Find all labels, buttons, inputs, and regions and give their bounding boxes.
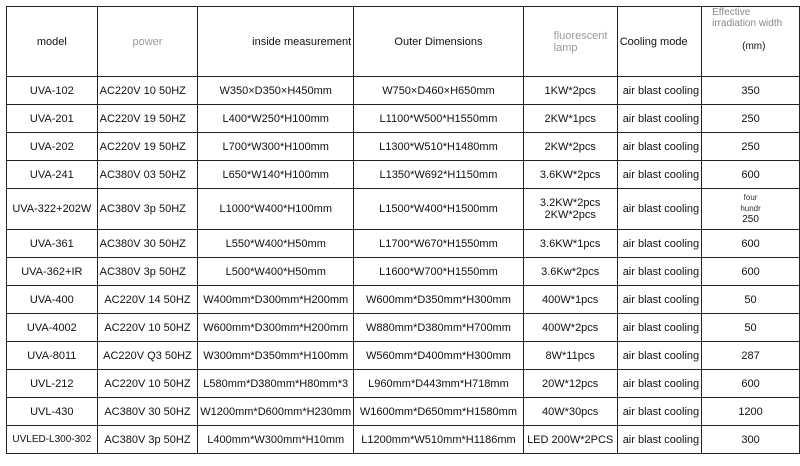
header-row bbox=[7, 7, 800, 77]
cell-power: AC220V 10 50HZ bbox=[97, 77, 198, 105]
header-effective-width bbox=[702, 7, 800, 77]
cell-inside: W350×D350×H450mm bbox=[198, 77, 354, 105]
cell-width-top: four bbox=[743, 193, 758, 202]
cell-outer: W600mm*D350mm*H300mm bbox=[354, 286, 523, 314]
header-cooling-mode: Cooling mode bbox=[617, 7, 701, 77]
cell-outer: L1700*W670*H1550mm bbox=[354, 230, 523, 258]
cell-outer: W880mm*D380mm*H700mm bbox=[354, 314, 523, 342]
header-inside-measurement: inside measurement bbox=[198, 7, 354, 77]
table-row bbox=[7, 105, 800, 133]
cell-power: AC220V 19 50HZ bbox=[97, 105, 198, 133]
cell-cooling: air blast cooling bbox=[617, 189, 701, 230]
cell-width: 250 bbox=[702, 133, 800, 161]
cell-model: UVL-212 bbox=[7, 370, 98, 398]
cell-inside: W300mm*D350mm*H100mm bbox=[198, 342, 354, 370]
cell-lamp: LED 200W*2PCS bbox=[523, 426, 617, 454]
header-outer-dimensions: Outer Dimensions bbox=[354, 7, 523, 77]
table-row bbox=[7, 161, 800, 189]
cell-model: UVA-241 bbox=[7, 161, 98, 189]
cell-lamp: 20W*12pcs bbox=[523, 370, 617, 398]
cell-cooling: air blast cooling bbox=[617, 230, 701, 258]
cell-model: UVA-8011 bbox=[7, 342, 98, 370]
cell-width bbox=[702, 189, 800, 230]
cell-power: AC220V Q3 50HZ bbox=[97, 342, 198, 370]
cell-lamp-line2: 2KW*2pcs bbox=[544, 209, 596, 221]
cell-outer: L1600*W700*H1550mm bbox=[354, 258, 523, 286]
cell-width: 50 bbox=[702, 286, 800, 314]
cell-power: AC220V 19 50HZ bbox=[97, 133, 198, 161]
cell-model: UVA-4002 bbox=[7, 314, 98, 342]
cell-outer: W750×D460×H650mm bbox=[354, 77, 523, 105]
cell-power: AC380V 3p 50HZ bbox=[97, 426, 198, 454]
cell-lamp: 3.6KW*1pcs bbox=[523, 230, 617, 258]
cell-cooling: air blast cooling bbox=[617, 77, 701, 105]
cell-outer: L1500*W400*H1500mm bbox=[354, 189, 523, 230]
cell-power: AC220V 14 50HZ bbox=[97, 286, 198, 314]
cell-outer: W560mm*D400mm*H300mm bbox=[354, 342, 523, 370]
cell-width: 350 bbox=[702, 77, 800, 105]
header-width-line2: irradiation width bbox=[712, 18, 783, 29]
cell-lamp: 400W*1pcs bbox=[523, 286, 617, 314]
cell-model: UVA-362+IR bbox=[7, 258, 98, 286]
cell-model: UVLED-L300-302 bbox=[7, 426, 98, 454]
cell-cooling: air blast cooling bbox=[617, 342, 701, 370]
cell-model: UVL-430 bbox=[7, 398, 98, 426]
cell-outer: L1300*W510*H1480mm bbox=[354, 133, 523, 161]
cell-outer: L1100*W500*H1550mm bbox=[354, 105, 523, 133]
cell-lamp-line1: 3.2KW*2pcs bbox=[539, 197, 601, 209]
cell-width: 250 bbox=[702, 105, 800, 133]
cell-outer: L960mm*D443mm*H718mm bbox=[354, 370, 523, 398]
cell-model: UVA-361 bbox=[7, 230, 98, 258]
cell-cooling: air blast cooling bbox=[617, 398, 701, 426]
cell-cooling: air blast cooling bbox=[617, 286, 701, 314]
product-spec-table bbox=[6, 6, 800, 454]
cell-inside: L550*W400*H50mm bbox=[198, 230, 354, 258]
cell-lamp: 400W*2pcs bbox=[523, 314, 617, 342]
cell-width: 1200 bbox=[702, 398, 800, 426]
cell-power: AC380V 30 50HZ bbox=[97, 398, 198, 426]
cell-model: UVA-202 bbox=[7, 133, 98, 161]
table-row bbox=[7, 426, 800, 454]
table-row bbox=[7, 286, 800, 314]
cell-cooling: air blast cooling bbox=[617, 161, 701, 189]
cell-inside: W400mm*D300mm*H200mm bbox=[198, 286, 354, 314]
cell-inside: W600mm*D300mm*H200mm bbox=[198, 314, 354, 342]
table-row bbox=[7, 230, 800, 258]
table-row bbox=[7, 133, 800, 161]
cell-inside: L1000*W400*H100mm bbox=[198, 189, 354, 230]
cell-model: UVA-322+202W bbox=[7, 189, 98, 230]
header-power: power bbox=[97, 7, 198, 77]
cell-inside: L650*W140*H100mm bbox=[198, 161, 354, 189]
cell-cooling: air blast cooling bbox=[617, 426, 701, 454]
cell-outer: L1350*W692*H1150mm bbox=[354, 161, 523, 189]
cell-width: 600 bbox=[702, 230, 800, 258]
cell-inside: L700*W300*H100mm bbox=[198, 133, 354, 161]
cell-lamp: 3.6Kw*2pcs bbox=[523, 258, 617, 286]
cell-lamp: 2KW*1pcs bbox=[523, 105, 617, 133]
cell-inside: L400*W250*H100mm bbox=[198, 105, 354, 133]
cell-cooling: air blast cooling bbox=[617, 258, 701, 286]
cell-width: 600 bbox=[702, 370, 800, 398]
table-row bbox=[7, 77, 800, 105]
cell-lamp: 8W*11pcs bbox=[523, 342, 617, 370]
table-row bbox=[7, 314, 800, 342]
cell-cooling: air blast cooling bbox=[617, 133, 701, 161]
cell-width: 600 bbox=[702, 258, 800, 286]
cell-model: UVA-201 bbox=[7, 105, 98, 133]
cell-power: AC220V 10 50HZ bbox=[97, 370, 198, 398]
cell-cooling: air blast cooling bbox=[617, 314, 701, 342]
header-fluorescent-lamp bbox=[523, 7, 617, 77]
cell-inside: L580mm*D380mm*H80mm*3 bbox=[198, 370, 354, 398]
cell-cooling: air blast cooling bbox=[617, 370, 701, 398]
cell-width-mid: hundr bbox=[740, 204, 761, 213]
cell-lamp: 1KW*2pcs bbox=[523, 77, 617, 105]
cell-power: AC380V 3p 50HZ bbox=[97, 258, 198, 286]
header-width-line1: Effective bbox=[712, 7, 751, 18]
cell-model: UVA-400 bbox=[7, 286, 98, 314]
cell-cooling: air blast cooling bbox=[617, 105, 701, 133]
cell-inside: L500*W400*H50mm bbox=[198, 258, 354, 286]
cell-lamp: 2KW*2pcs bbox=[523, 133, 617, 161]
table-row bbox=[7, 370, 800, 398]
cell-lamp bbox=[523, 189, 617, 230]
cell-inside: W1200mm*D600mm*H230mm bbox=[198, 398, 354, 426]
cell-outer: L1200mm*W510mm*H1186mm bbox=[354, 426, 523, 454]
cell-inside: L400mm*W300mm*H10mm bbox=[198, 426, 354, 454]
table-row bbox=[7, 258, 800, 286]
cell-width-bottom: 250 bbox=[742, 214, 759, 225]
cell-width: 287 bbox=[702, 342, 800, 370]
cell-outer: W1600mm*D650mm*H1580mm bbox=[354, 398, 523, 426]
cell-width: 300 bbox=[702, 426, 800, 454]
cell-lamp: 40W*30pcs bbox=[523, 398, 617, 426]
cell-power: AC380V 3p 50HZ bbox=[97, 189, 198, 230]
header-lamp-text: fluorescent lamp bbox=[553, 29, 608, 54]
cell-model: UVA-102 bbox=[7, 77, 98, 105]
cell-power: AC380V 03 50HZ bbox=[97, 161, 198, 189]
cell-lamp: 3.6KW*2pcs bbox=[523, 161, 617, 189]
header-model: model bbox=[7, 7, 98, 77]
cell-width: 50 bbox=[702, 314, 800, 342]
table-row bbox=[7, 342, 800, 370]
cell-power: AC380V 30 50HZ bbox=[97, 230, 198, 258]
table-row bbox=[7, 398, 800, 426]
table-row bbox=[7, 189, 800, 230]
cell-power: AC220V 10 50HZ bbox=[97, 314, 198, 342]
header-width-unit: (mm) bbox=[742, 41, 766, 52]
cell-width: 600 bbox=[702, 161, 800, 189]
